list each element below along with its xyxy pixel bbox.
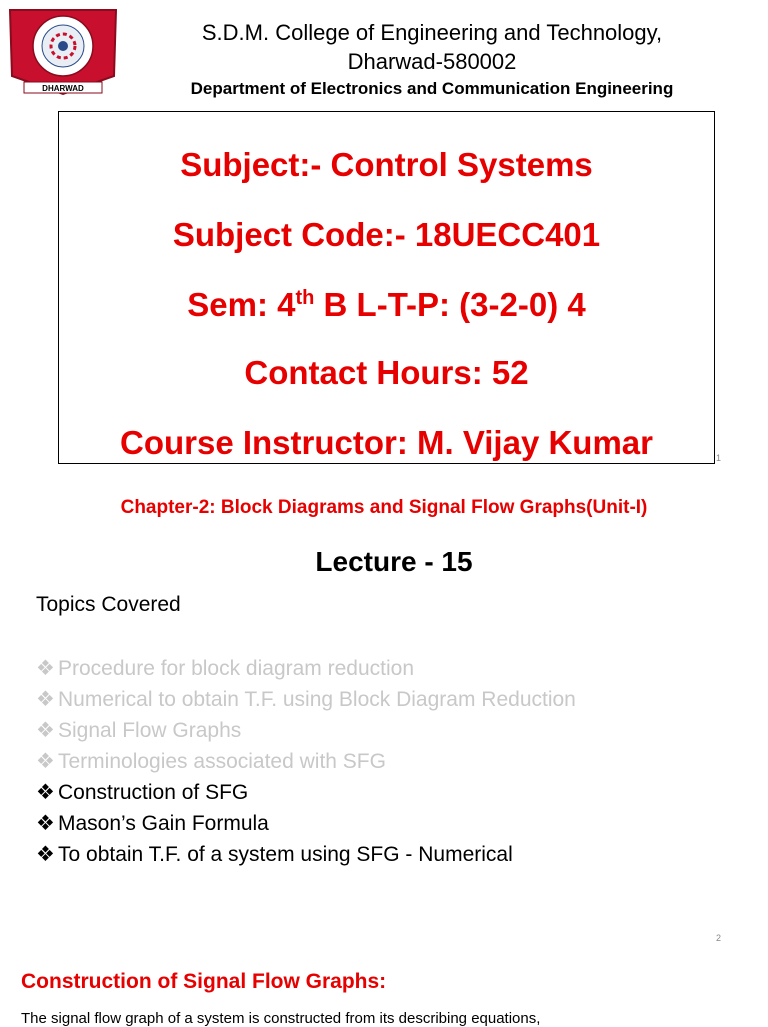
topic-label: Numerical to obtain T.F. using Block Diagram Reduction <box>58 688 576 711</box>
chapter-title: Chapter-2: Block Diagrams and Signal Flow Graphs(Unit-I) <box>120 497 648 518</box>
semester-suffix: B L-T-P: (3-2-0) 4 <box>314 286 586 323</box>
logo-city-label: DHARWAD <box>42 84 84 93</box>
college-name: S.D.M. College of Engineering and Technology, <box>201 20 663 45</box>
topic-label: Procedure for block diagram reduction <box>58 657 415 680</box>
slide-number-1: 1 <box>716 453 722 463</box>
diamond-bullet-icon: ❖ <box>36 781 55 804</box>
topic-label: Signal Flow Graphs <box>58 719 242 742</box>
diamond-bullet-icon: ❖ <box>36 750 55 773</box>
topic-label: To obtain T.F. of a system using SFG - Numerical <box>58 843 513 866</box>
department-name: Department of Electronics and Communication Engineering <box>190 79 674 98</box>
slide-number-2: 2 <box>716 933 722 943</box>
lecture-title: Lecture - 15 <box>315 546 473 577</box>
semester-prefix: Sem: 4 <box>187 286 296 323</box>
topic-item <box>36 718 241 743</box>
diamond-bullet-icon: ❖ <box>36 843 55 866</box>
semester-superscript: th <box>295 287 315 309</box>
topic-item <box>36 656 414 681</box>
subject-code-line: Subject Code:- 18UECC401 <box>172 216 601 253</box>
topic-label: Mason’s Gain Formula <box>58 812 269 835</box>
college-location: Dharwad-580002 <box>347 49 517 74</box>
topic-item <box>36 687 576 712</box>
topic-item <box>36 749 386 774</box>
section-title: Construction of Signal Flow Graphs: <box>21 970 387 993</box>
topic-label: Terminologies associated with SFG <box>58 750 386 773</box>
body-text: The signal flow graph of a system is constructed from its describing equations, <box>21 1010 541 1027</box>
diamond-bullet-icon: ❖ <box>36 688 55 711</box>
topic-label: Construction of SFG <box>58 781 249 804</box>
diamond-bullet-icon: ❖ <box>36 812 55 835</box>
college-logo <box>4 6 122 98</box>
topic-item <box>36 842 513 867</box>
diamond-bullet-icon: ❖ <box>36 657 55 680</box>
topic-item <box>36 780 248 805</box>
topics-heading: Topics Covered <box>36 593 181 616</box>
subject-line: Subject:- Control Systems <box>180 146 593 183</box>
college-seal-icon <box>4 6 122 98</box>
topic-item <box>36 811 269 836</box>
instructor-line: Course Instructor: M. Vijay Kumar <box>119 424 653 461</box>
semester-line <box>59 286 714 324</box>
contact-hours-line: Contact Hours: 52 <box>244 354 529 391</box>
diamond-bullet-icon: ❖ <box>36 719 55 742</box>
course-info-box <box>58 111 715 464</box>
